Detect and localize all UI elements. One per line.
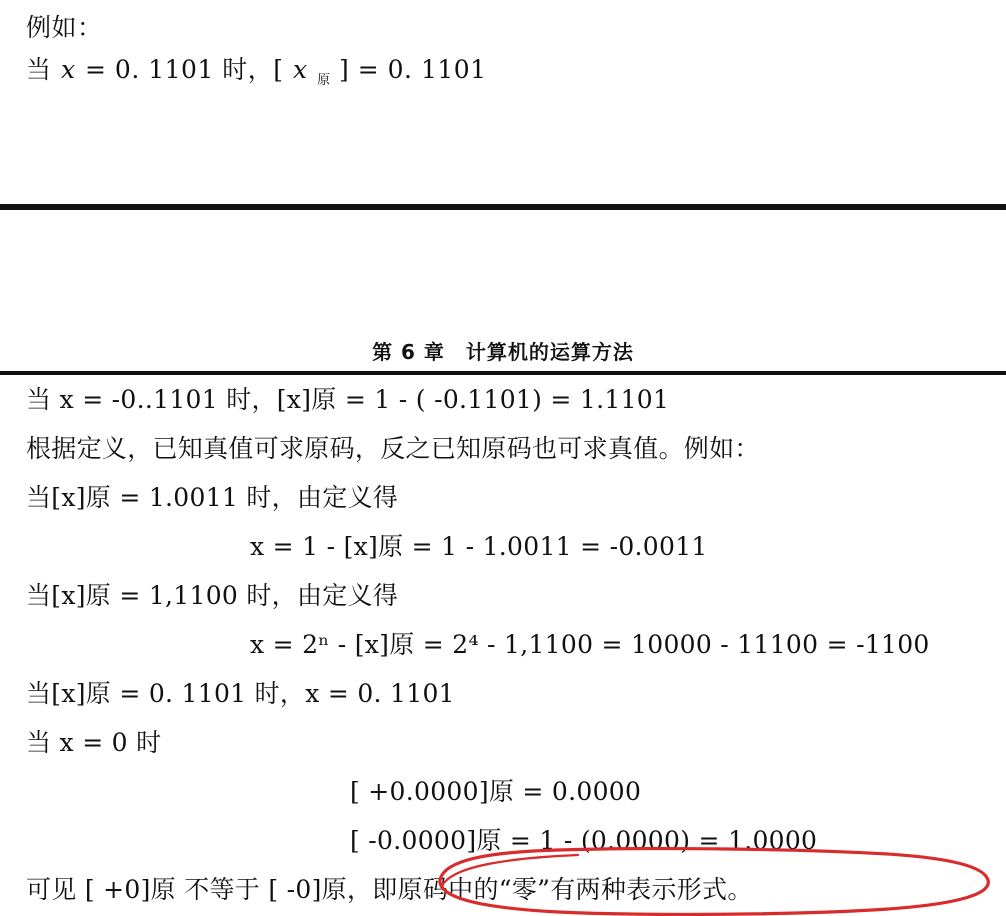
paragraph-line-case2: 当[x]原 = 1,1100 时，由定义得 [26, 581, 399, 610]
paragraph-line-definition: 根据定义，已知真值可求原码，反之已知原码也可求真值。例如： [26, 434, 760, 463]
top-formula-mid: = 0. 1101 时，[ [85, 55, 284, 84]
top-formula-line [26, 48, 487, 103]
paragraph-line-case1: 当[x]原 = 1.0011 时，由定义得 [26, 483, 399, 512]
formula-line-positive-zero: [ +0.0000]原 = 0.0000 [350, 777, 642, 806]
top-formula-prefix: 当 [26, 55, 52, 84]
top-formula-var-x: x [60, 55, 76, 84]
paragraph-line-conclusion: 可见 [ +0]原 不等于 [ -0]原，即原码中的“零”有两种表示形式。 [26, 875, 753, 904]
formula-line-case2-result: x = 2ⁿ - [x]原 = 2⁴ - 1,1100 = 10000 - 11100 = -1100 [250, 630, 930, 659]
top-formula-var-x2: x [293, 55, 308, 84]
body-text [0, 375, 1006, 914]
running-head: 第 6 章 计算机的运算方法 [372, 340, 634, 364]
top-formula-tail: ] = 0. 1101 [339, 55, 487, 84]
page-separator-rule [0, 204, 1006, 210]
example-label: 例如： [26, 13, 103, 42]
paragraph-line-neg-example: 当 x = -0..1101 时，[x]原 = 1 - ( -0.1101) = 1.1101 [26, 385, 670, 414]
formula-line-case1-result: x = 1 - [x]原 = 1 - 1.0011 = -0.0011 [250, 532, 708, 561]
top-formula-subscript: 原 [317, 73, 331, 88]
paragraph-line-case4: 当 x = 0 时 [26, 728, 162, 757]
paragraph-line-case3: 当[x]原 = 0. 1101 时，x = 0. 1101 [26, 679, 455, 708]
formula-line-negative-zero: [ -0.0000]原 = 1 - (0.0000) = 1.0000 [350, 826, 818, 855]
